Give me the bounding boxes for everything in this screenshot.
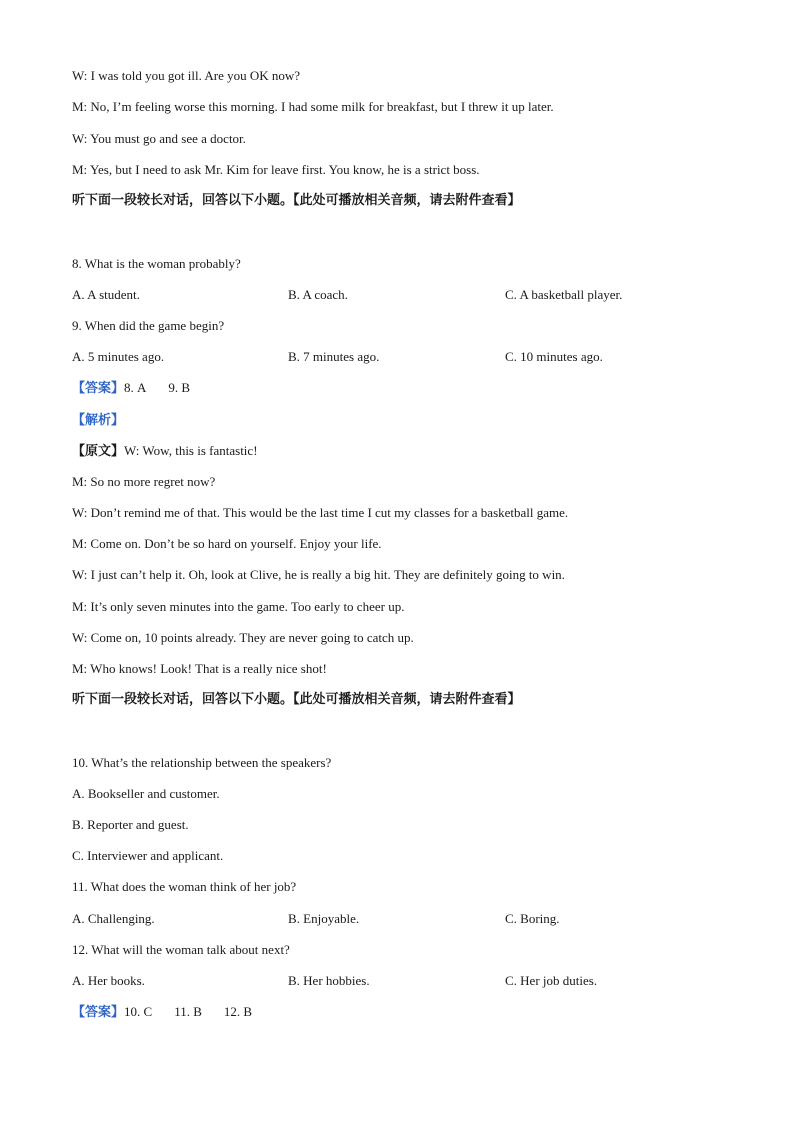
option-b: B. Her hobbies.: [288, 973, 370, 988]
option-a: A. Bookseller and customer.: [72, 786, 220, 801]
dialog-line: M: Come on. Don’t be so hard on yourself. Enjoy your life.: [72, 536, 382, 551]
listening-instruction: 听下面一段较长对话，回答以下小题。【此处可播放相关音频，请去附件查看】: [72, 193, 521, 208]
option-b: B. 7 minutes ago.: [288, 349, 380, 364]
original-line: [72, 443, 258, 460]
option-c: C. A basketball player.: [505, 287, 623, 302]
dialog-line: W: You must go and see a doctor.: [72, 131, 246, 146]
question-9: 9. When did the game begin?: [72, 318, 225, 333]
answer-line: [72, 1004, 252, 1021]
question-11: 11. What does the woman think of her job?: [72, 879, 297, 894]
dialog-line: W: Wow, this is fantastic!: [124, 443, 258, 458]
analysis-tag: 【解析】: [72, 413, 125, 428]
dialog-line: M: So no more regret now?: [72, 474, 216, 489]
answer-item: 11. B: [174, 1004, 202, 1019]
option-a: A. Her books.: [72, 973, 145, 988]
analysis-line: [72, 412, 124, 429]
answer-item: 9. B: [168, 380, 191, 395]
dialog-line: M: Who knows! Look! That is a really nice shot!: [72, 661, 327, 676]
original-tag: 【原文】: [72, 444, 125, 459]
option-b: B. Enjoyable.: [288, 911, 360, 926]
dialog-line: W: Don’t remind me of that. This would be the last time I cut my classes for a basketball game.: [72, 505, 569, 520]
question-12: 12. What will the woman talk about next?: [72, 942, 290, 957]
answer-item: 12. B: [223, 1004, 253, 1019]
option-c: C. Boring.: [505, 911, 560, 926]
option-b: B. A coach.: [288, 287, 348, 302]
answer-tag: 【答案】: [72, 381, 125, 396]
dialog-line: W: I just can’t help it. Oh, look at Clive, he is really a big hit. They are definitely going to win.: [72, 567, 565, 582]
dialog-line: W: Come on, 10 points already. They are never going to catch up.: [72, 630, 414, 645]
option-a: A. Challenging.: [72, 911, 155, 926]
dialog-line: M: No, I’m feeling worse this morning. I had some milk for breakfast, but I threw it up later.: [72, 99, 554, 114]
answer-item: 8. A: [124, 380, 147, 395]
option-c: C. Her job duties.: [505, 973, 598, 988]
dialog-line: M: Yes, but I need to ask Mr. Kim for leave first. You know, he is a strict boss.: [72, 162, 480, 177]
option-a: A. A student.: [72, 287, 140, 302]
option-c: C. 10 minutes ago.: [505, 349, 603, 364]
answer-tag: 【答案】: [72, 1005, 125, 1020]
dialog-line: M: It’s only seven minutes into the game. Too early to cheer up.: [72, 599, 405, 614]
option-b: B. Reporter and guest.: [72, 817, 189, 832]
question-10: 10. What’s the relationship between the speakers?: [72, 755, 332, 770]
dialog-line: W: I was told you got ill. Are you OK now?: [72, 68, 301, 83]
answer-line: [72, 380, 190, 397]
answer-item: 10. C: [124, 1004, 153, 1019]
listening-instruction: 听下面一段较长对话，回答以下小题。【此处可播放相关音频，请去附件查看】: [72, 692, 521, 707]
question-8: 8. What is the woman probably?: [72, 256, 241, 271]
option-c: C. Interviewer and applicant.: [72, 848, 224, 863]
option-a: A. 5 minutes ago.: [72, 349, 165, 364]
